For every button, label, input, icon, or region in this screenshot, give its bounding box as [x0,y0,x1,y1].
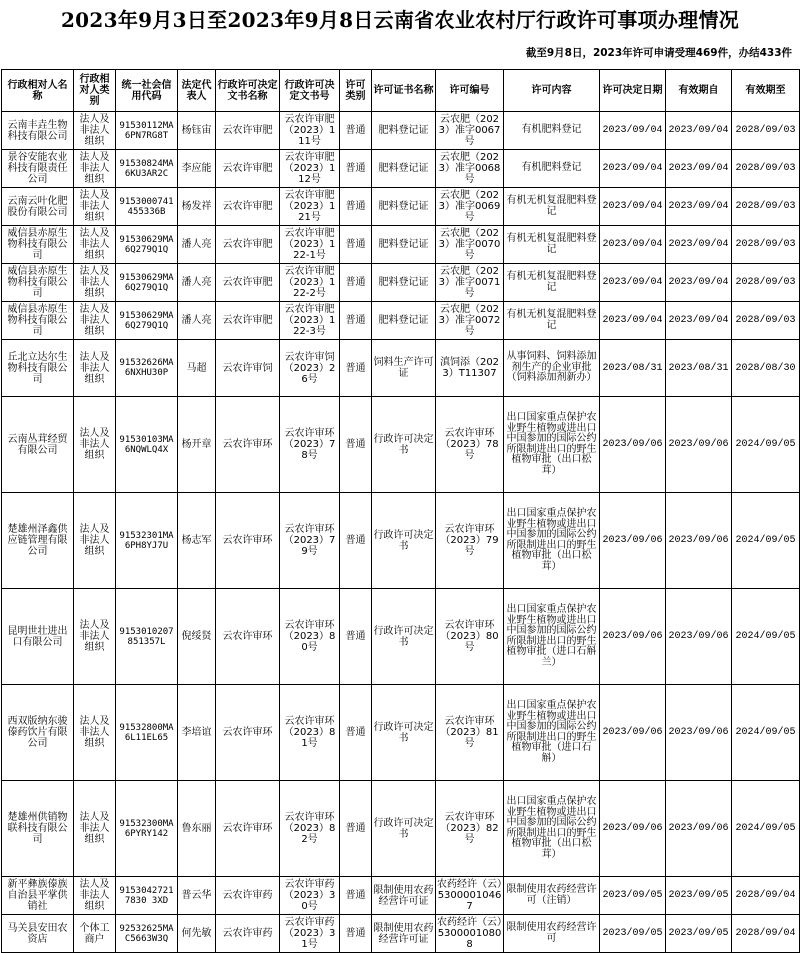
table-row [2,493,800,589]
column-header-legal-rep: 法定代表人 [178,70,216,112]
cell-legal-rep: 杨钰宙 [178,112,216,150]
table-row [2,112,800,150]
cell-doc-number: 云农许审药（2023）30号 [280,877,340,915]
cell-permit-category: 普通 [340,264,372,302]
cell-party-type: 法人及非法人组织 [74,188,116,226]
cell-credit-code: 91532301MA6PH8YJ7U [116,493,178,589]
cell-permit-category: 普通 [340,589,372,685]
table-row [2,685,800,781]
cell-permit-number: 云农肥（2023）准字0068号 [436,150,504,188]
cell-decision-date: 2023/09/04 [600,264,666,302]
cell-valid-to: 2028/09/03 [732,112,800,150]
cell-legal-rep: 李培谊 [178,685,216,781]
cell-valid-to: 2028/08/30 [732,340,800,397]
cell-party-type: 法人及非法人组织 [74,264,116,302]
cell-certificate-name: 行政许可决定书 [372,781,436,877]
cell-doc-number: 云农许审肥（2023）122-3号 [280,302,340,340]
cell-doc-name: 云农许审药 [216,877,280,915]
cell-decision-date: 2023/09/05 [600,877,666,915]
cell-doc-name: 云农许审肥 [216,302,280,340]
cell-credit-code: 91530629MA6Q279Q1Q [116,264,178,302]
cell-legal-rep: 马超 [178,340,216,397]
column-header-party-name: 行政相对人名称 [2,70,74,112]
cell-decision-date: 2023/09/04 [600,112,666,150]
cell-legal-rep: 潘人亮 [178,264,216,302]
cell-valid-to: 2024/09/05 [732,493,800,589]
cell-permit-number: 云农肥（2023）准字0069号 [436,188,504,226]
cell-doc-name: 云农许审肥 [216,150,280,188]
cell-party-type: 法人及非法人组织 [74,150,116,188]
table-row [2,589,800,685]
cell-valid-from: 2023/08/31 [666,340,732,397]
column-header-decision-date: 许可决定日期 [600,70,666,112]
table-row [2,150,800,188]
cell-certificate-name: 行政许可决定书 [372,589,436,685]
cell-doc-name: 云农许审肥 [216,188,280,226]
column-header-doc-number: 行政许可决定文书号 [280,70,340,112]
cell-valid-from: 2023/09/05 [666,915,732,953]
cell-permit-category: 普通 [340,188,372,226]
cell-decision-date: 2023/09/06 [600,685,666,781]
cell-valid-to: 2024/09/05 [732,589,800,685]
cell-permit-category: 普通 [340,112,372,150]
cell-party-type: 法人及非法人组织 [74,112,116,150]
cell-party-name: 西双版纳东骏傣药饮片有限公司 [2,685,74,781]
cell-valid-to: 2024/09/05 [732,781,800,877]
cell-certificate-name: 饲料生产许可证 [372,340,436,397]
cell-valid-from: 2023/09/04 [666,226,732,264]
cell-certificate-name: 肥料登记证 [372,188,436,226]
cell-valid-from: 2023/09/04 [666,188,732,226]
cell-valid-from: 2023/09/06 [666,685,732,781]
cell-permit-content: 有机肥料登记 [504,112,600,150]
cell-doc-name: 云农许审肥 [216,264,280,302]
cell-permit-number: 云农许审环（2023）80号 [436,589,504,685]
cell-permit-number: 云农肥（2023）准字0070号 [436,226,504,264]
cell-permit-number: 农药经许（云）53000010808 [436,915,504,953]
cell-decision-date: 2023/09/04 [600,302,666,340]
cell-doc-name: 云农许审环 [216,781,280,877]
cell-party-type: 法人及非法人组织 [74,302,116,340]
cell-doc-number: 云农许审环（2023）80号 [280,589,340,685]
table-row [2,302,800,340]
table-row [2,264,800,302]
cell-party-name: 威信县赤原生物科技有限公司 [2,226,74,264]
cell-certificate-name: 肥料登记证 [372,264,436,302]
cell-legal-rep: 潘人亮 [178,302,216,340]
cell-valid-from: 2023/09/06 [666,589,732,685]
cell-decision-date: 2023/09/05 [600,915,666,953]
cell-doc-name: 云农许审饲 [216,340,280,397]
cell-party-name: 昆明世壮进出口有限公司 [2,589,74,685]
cell-doc-number: 云农许审药（2023）31号 [280,915,340,953]
table-row [2,397,800,493]
cell-permit-content: 限制使用农药经营许可（注销） [504,877,600,915]
permit-table [1,69,800,953]
cell-permit-number: 云农肥（2023）准字0071号 [436,264,504,302]
cell-doc-name: 云农许审肥 [216,112,280,150]
cell-doc-number: 云农许审肥（2023）122-2号 [280,264,340,302]
table-row [2,915,800,953]
cell-credit-code: 91532300MA6PYRY142 [116,781,178,877]
cell-certificate-name: 限制使用农药经营许可证 [372,915,436,953]
cell-permit-content: 有机肥料登记 [504,150,600,188]
cell-valid-from: 2023/09/06 [666,781,732,877]
cell-doc-name: 云农许审环 [216,493,280,589]
cell-party-type: 法人及非法人组织 [74,226,116,264]
cell-legal-rep: 杨志军 [178,493,216,589]
cell-permit-content: 有机无机复混肥料登记 [504,226,600,264]
cell-doc-number: 云农许审肥（2023）112号 [280,150,340,188]
cell-doc-number: 云农许审肥（2023）121号 [280,188,340,226]
cell-decision-date: 2023/09/06 [600,493,666,589]
cell-permit-category: 普通 [340,685,372,781]
cell-doc-number: 云农许审环（2023）79号 [280,493,340,589]
cell-permit-number: 云农许审环（2023）82号 [436,781,504,877]
cell-permit-content: 出口国家重点保护农业野生植物或进出口中国参加的国际公约所限制进出口的野生植物审批（出口松茸） [504,397,600,493]
cell-permit-category: 普通 [340,493,372,589]
column-header-certificate-name: 许可证书名称 [372,70,436,112]
cell-permit-content: 出口国家重点保护农业野生植物或进出口中国参加的国际公约所限制进出口的野生植物审批（进口石斛） [504,685,600,781]
cell-credit-code: 9153000741455336B [116,188,178,226]
cell-permit-content: 有机无机复混肥料登记 [504,302,600,340]
table-row [2,226,800,264]
cell-doc-name: 云农许审环 [216,397,280,493]
cell-doc-number: 云农许审环（2023）78号 [280,397,340,493]
cell-valid-to: 2028/09/03 [732,188,800,226]
cell-permit-content: 出口国家重点保护农业野生植物或进出口中国参加的国际公约所限制进出口的野生植物审批（出口松茸） [504,781,600,877]
cell-certificate-name: 肥料登记证 [372,302,436,340]
cell-party-type: 个体工商户 [74,915,116,953]
cell-party-type: 法人及非法人组织 [74,340,116,397]
column-header-permit-category: 许可类别 [340,70,372,112]
cell-credit-code: 91530427217830 3XD [116,877,178,915]
cell-party-name: 丘北立达尔生物科技有限公司 [2,340,74,397]
header-row [2,70,800,112]
column-header-valid-from: 有效期自 [666,70,732,112]
column-header-credit-code: 统一社会信用代码 [116,70,178,112]
cell-permit-category: 普通 [340,226,372,264]
cell-credit-code: 91530112MA6PN7RG8T [116,112,178,150]
cell-party-type: 法人及非法人组织 [74,589,116,685]
cell-party-name: 景谷安能农业科技有限责任公司 [2,150,74,188]
table-row [2,781,800,877]
cell-valid-from: 2023/09/04 [666,112,732,150]
cell-valid-from: 2023/09/04 [666,302,732,340]
cell-decision-date: 2023/08/31 [600,340,666,397]
column-header-doc-name: 行政许可决定文书名称 [216,70,280,112]
column-header-permit-content: 许可内容 [504,70,600,112]
cell-party-name: 楚雄州供销物联科技有限公司 [2,781,74,877]
page-title: 2023年9月3日至2023年9月8日云南省农业农村厅行政许可事项办理情况 [60,8,740,32]
cell-party-name: 威信县赤原生物科技有限公司 [2,264,74,302]
cell-credit-code: 91530629MA6Q279Q1Q [116,302,178,340]
cell-permit-number: 云农许审环（2023）81号 [436,685,504,781]
cell-certificate-name: 肥料登记证 [372,150,436,188]
cell-valid-to: 2028/09/04 [732,915,800,953]
cell-valid-from: 2023/09/05 [666,877,732,915]
table-row [2,877,800,915]
column-header-valid-to: 有效期至 [732,70,800,112]
cell-doc-name: 云农许审药 [216,915,280,953]
cell-doc-number: 云农许审饲（2023）26号 [280,340,340,397]
cell-valid-from: 2023/09/06 [666,397,732,493]
cell-party-type: 法人及非法人组织 [74,493,116,589]
cell-party-name: 新平彝族傣族自治县平掌供销社 [2,877,74,915]
cell-credit-code: 91530103MA6NQWLQ4X [116,397,178,493]
cell-permit-content: 出口国家重点保护农业野生植物或进出口中国参加的国际公约所限制进出口的野生植物审批（出口松茸） [504,493,600,589]
cell-legal-rep: 鲁东丽 [178,781,216,877]
cell-certificate-name: 行政许可决定书 [372,397,436,493]
cell-decision-date: 2023/09/04 [600,226,666,264]
cell-permit-category: 普通 [340,877,372,915]
cell-permit-category: 普通 [340,397,372,493]
cell-permit-content: 有机无机复混肥料登记 [504,264,600,302]
cell-doc-number: 云农许审肥（2023）122-1号 [280,226,340,264]
cell-legal-rep: 何先敏 [178,915,216,953]
cell-valid-from: 2023/09/04 [666,150,732,188]
cell-legal-rep: 杨开章 [178,397,216,493]
cell-legal-rep: 普云华 [178,877,216,915]
cell-doc-name: 云农许审肥 [216,226,280,264]
cell-decision-date: 2023/09/06 [600,589,666,685]
cell-permit-content: 从事饲料、饲料添加剂生产的企业审批（饲料添加剂新办） [504,340,600,397]
cell-certificate-name: 行政许可决定书 [372,685,436,781]
cell-permit-category: 普通 [340,781,372,877]
cell-permit-content: 限制使用农药经营许可 [504,915,600,953]
cell-permit-number: 云农许审环（2023）78号 [436,397,504,493]
cell-certificate-name: 肥料登记证 [372,112,436,150]
column-header-party-type: 行政相对人类别 [74,70,116,112]
cell-valid-to: 2028/09/03 [732,264,800,302]
cell-certificate-name: 肥料登记证 [372,226,436,264]
cell-legal-rep: 倪绥贤 [178,589,216,685]
summary-note: 截至9月8日，2023年许可申请受理469件，办结433件 [525,47,792,59]
cell-party-name: 马关县安田农资店 [2,915,74,953]
cell-credit-code: 91532800MA6L11EL65 [116,685,178,781]
cell-party-name: 楚雄州泽鑫供应链管理有限公司 [2,493,74,589]
cell-permit-category: 普通 [340,340,372,397]
cell-certificate-name: 限制使用农药经营许可证 [372,877,436,915]
cell-doc-number: 云农许审环（2023）82号 [280,781,340,877]
cell-party-type: 法人及非法人组织 [74,685,116,781]
cell-doc-name: 云农许审环 [216,685,280,781]
cell-credit-code: 91530629MA6Q279Q1Q [116,226,178,264]
cell-party-name: 云南云叶化肥股份有限公司 [2,188,74,226]
cell-credit-code: 92532625MAC5663W3Q [116,915,178,953]
cell-decision-date: 2023/09/04 [600,188,666,226]
cell-permit-content: 有机无机复混肥料登记 [504,188,600,226]
cell-credit-code: 91532626MA6NXHU30P [116,340,178,397]
cell-permit-category: 普通 [340,915,372,953]
cell-legal-rep: 杨发祥 [178,188,216,226]
cell-decision-date: 2023/09/04 [600,150,666,188]
cell-party-type: 法人及非法人组织 [74,781,116,877]
cell-permit-category: 普通 [340,150,372,188]
cell-party-name: 云南丛茸经贸有限公司 [2,397,74,493]
cell-valid-to: 2028/09/03 [732,226,800,264]
table-row [2,340,800,397]
cell-party-name: 云南丰垚生物科技有限公司 [2,112,74,150]
table-row [2,188,800,226]
cell-valid-to: 2028/09/03 [732,302,800,340]
cell-valid-to: 2028/09/03 [732,150,800,188]
cell-doc-number: 云农许审肥（2023）111号 [280,112,340,150]
cell-permit-number: 滇饲添（2023）T11307 [436,340,504,397]
cell-permit-number: 云农许审环（2023）79号 [436,493,504,589]
cell-party-type: 法人及非法人组织 [74,877,116,915]
cell-credit-code: 91530824MA6KU3AR2C [116,150,178,188]
cell-decision-date: 2023/09/06 [600,397,666,493]
cell-certificate-name: 行政许可决定书 [372,493,436,589]
cell-valid-from: 2023/09/06 [666,493,732,589]
cell-legal-rep: 李应能 [178,150,216,188]
cell-permit-number: 云农肥（2023）准字0072号 [436,302,504,340]
cell-legal-rep: 潘人亮 [178,226,216,264]
column-header-permit-number: 许可编号 [436,70,504,112]
cell-permit-category: 普通 [340,302,372,340]
cell-permit-number: 云农肥（2023）准字0067号 [436,112,504,150]
cell-permit-number: 农药经许（云）53000010467 [436,877,504,915]
cell-credit-code: 9153010207851357L [116,589,178,685]
cell-permit-content: 出口国家重点保护农业野生植物或进出口中国参加的国际公约所限制进出口的野生植物审批（进口石斛兰） [504,589,600,685]
cell-party-type: 法人及非法人组织 [74,397,116,493]
cell-party-name: 威信县赤原生物科技有限公司 [2,302,74,340]
cell-doc-number: 云农许审环（2023）81号 [280,685,340,781]
cell-valid-to: 2028/09/04 [732,877,800,915]
cell-decision-date: 2023/09/06 [600,781,666,877]
cell-valid-to: 2024/09/05 [732,397,800,493]
cell-valid-from: 2023/09/04 [666,264,732,302]
cell-doc-name: 云农许审环 [216,589,280,685]
cell-valid-to: 2024/09/05 [732,685,800,781]
